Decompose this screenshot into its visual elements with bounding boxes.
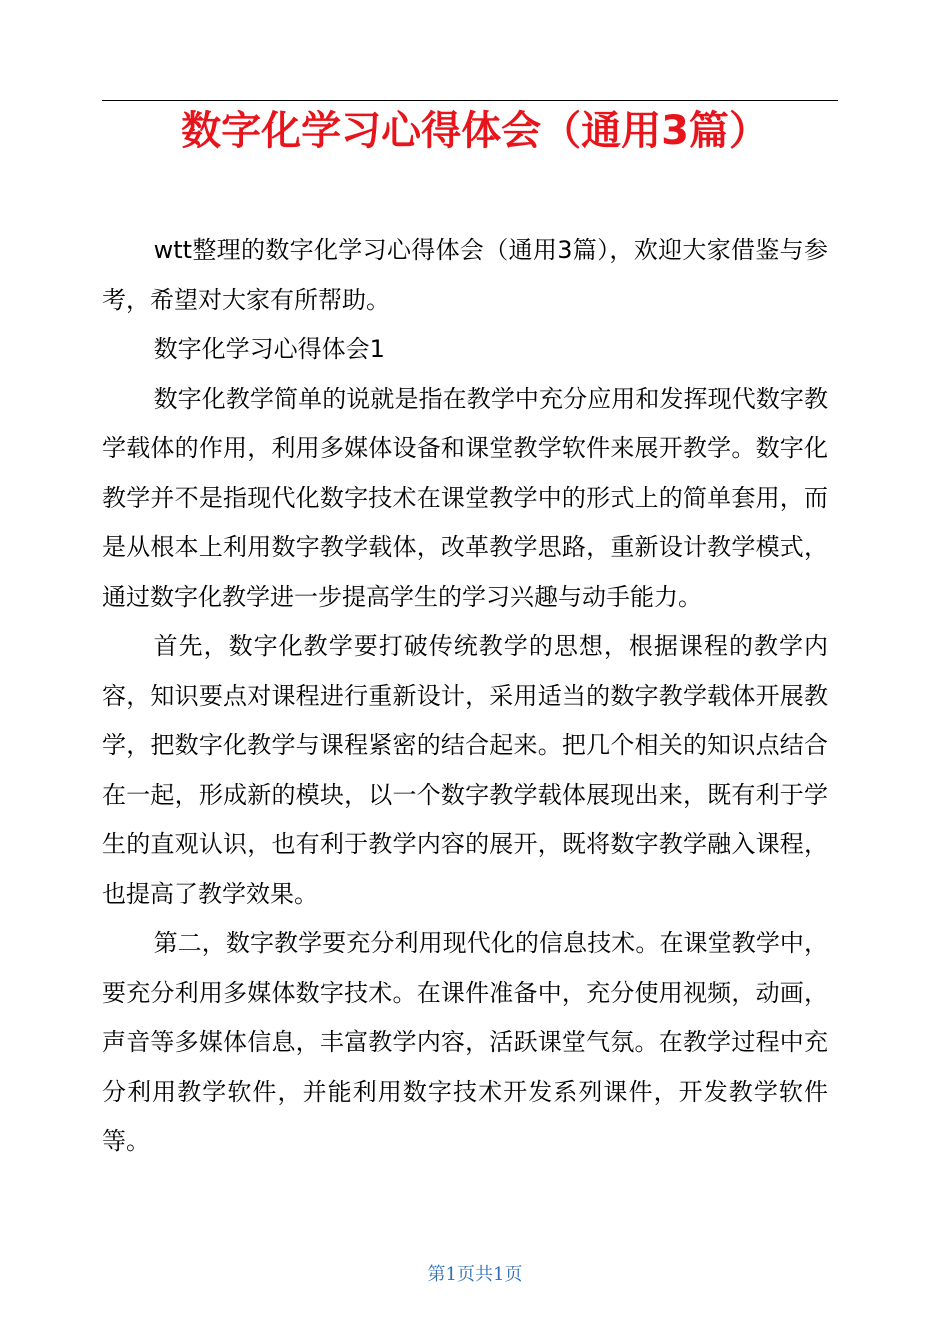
intro-paragraph: wtt整理的数字化学习心得体会（通用3篇），欢迎大家借鉴与参考，希望对大家有所帮助。: [102, 236, 828, 314]
document-title: 数字化学习心得体会（通用3篇）: [181, 108, 769, 154]
body-paragraph-2: 首先，数字化教学要打破传统教学的思想，根据课程的教学内容，知识要点对课程进行重新设计，采用适当的数字教学载体开展教学，把数字化教学与课程紧密的结合起来。把几个相关的知识点结合在一起，形成新的模块，以一个数字教学载体展现出来，既有利于学生的直观认识，也有利于教学内容的展开，既将数字教学融入课程，也提高了教学效果。: [102, 632, 828, 908]
section-heading: 数字化学习心得体会1: [153, 335, 385, 363]
document-body: [102, 226, 828, 1167]
header-rule: [102, 100, 838, 101]
page-number-footer: 第1页共1页: [427, 1264, 523, 1285]
body-paragraph-3: 第二，数字教学要充分利用现代化的信息技术。在课堂教学中，要充分利用多媒体数字技术。在课件准备中，充分使用视频，动画，声音等多媒体信息，丰富教学内容，活跃课堂气氛。在教学过程中充分利用教学软件，并能利用数字技术开发系列课件，开发教学软件等。: [102, 929, 828, 1155]
body-paragraph-1: 数字化教学简单的说就是指在教学中充分应用和发挥现代数字教学载体的作用，利用多媒体设备和课堂教学软件来展开教学。数字化教学并不是指现代化数字技术在课堂教学中的形式上的简单套用，而是从根本上利用数字教学载体，改革教学思路，重新设计教学模式，通过数字化教学进一步提高学生的学习兴趣与动手能力。: [102, 384, 828, 611]
